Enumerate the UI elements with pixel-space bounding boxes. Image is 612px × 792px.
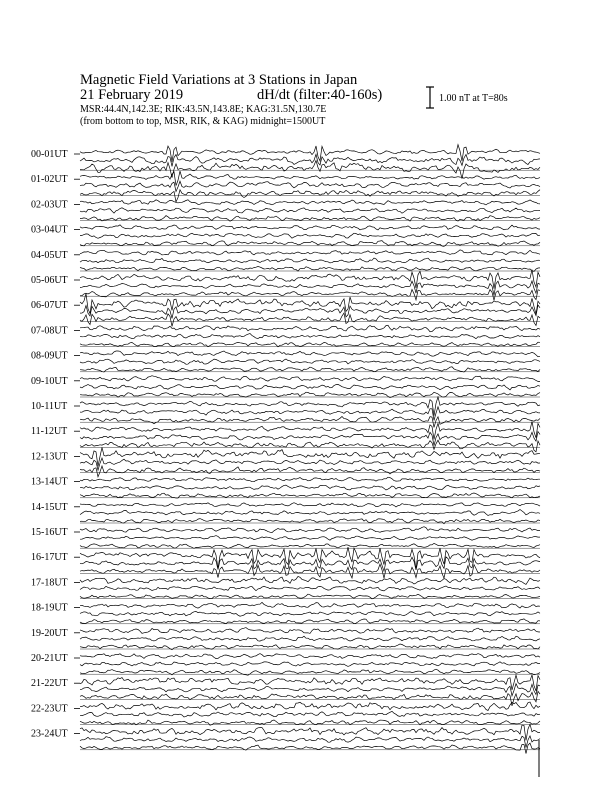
- trace-rik: [80, 154, 540, 166]
- trace-rik: [80, 485, 540, 490]
- row-label: 05-06UT: [31, 275, 68, 286]
- row-label: 04-05UT: [31, 249, 68, 261]
- trace-kag: [80, 145, 540, 162]
- row-label: 14-15UT: [31, 501, 68, 513]
- row-label: 15-16UT: [31, 527, 68, 538]
- row-label: 03-04UT: [31, 224, 68, 236]
- scale-label: 1.00 nT at T=80s: [439, 93, 508, 104]
- row-label: 10-11UT: [31, 401, 68, 412]
- row-label: 02-03UT: [31, 199, 68, 211]
- trace-rik: [80, 233, 540, 238]
- trace-kag: [80, 654, 540, 659]
- chart-date: 21 February 2019: [80, 87, 184, 103]
- trace-rik: [80, 305, 540, 318]
- chart-title: Magnetic Field Variations at 3 Stations in Japan: [80, 72, 358, 88]
- trace-rik: [80, 662, 540, 667]
- trace-kag: [80, 724, 540, 740]
- scale-bar: [426, 87, 434, 108]
- trace-rik: [80, 586, 540, 591]
- trace-rik: [80, 181, 540, 191]
- trace-msr: [80, 564, 540, 578]
- row-label: 12-13UT: [31, 451, 68, 463]
- trace-kag: [80, 351, 540, 357]
- trace-msr: [80, 267, 540, 272]
- trace-kag: [80, 675, 540, 691]
- trace-kag: [80, 602, 540, 608]
- row-label: 08-09UT: [31, 350, 68, 362]
- row-label: 21-22UT: [31, 678, 68, 690]
- trace-kag: [80, 376, 540, 382]
- trace-kag: [80, 294, 540, 314]
- row-label: 16-17UT: [31, 552, 68, 564]
- row-label: 22-23UT: [31, 703, 68, 715]
- row-label: 07-08UT: [31, 325, 68, 337]
- trace-msr: [80, 619, 540, 624]
- trace-kag: [80, 325, 540, 331]
- row-label: 11-12UT: [31, 426, 68, 438]
- trace-kag: [80, 503, 540, 507]
- trace-msr: [80, 290, 540, 301]
- trace-msr: [80, 190, 540, 202]
- trace-rik: [80, 557, 540, 571]
- trace-msr: [80, 543, 540, 548]
- row-label: 13-14UT: [31, 476, 68, 488]
- trace-msr: [80, 691, 540, 706]
- trace-msr: [80, 594, 540, 599]
- trace-rik: [80, 258, 540, 263]
- trace-kag: [80, 200, 540, 205]
- trace-rik: [80, 684, 540, 696]
- trace-rik: [80, 636, 540, 641]
- row-label: 20-21UT: [31, 653, 68, 664]
- row-label: 00-01UT: [31, 149, 68, 160]
- trace-kag: [80, 171, 540, 186]
- trace-rik: [80, 359, 540, 364]
- row-label: 01-02UT: [31, 174, 68, 186]
- trace-msr: [80, 313, 540, 326]
- trace-rik: [80, 612, 540, 617]
- chart-quantity: dH/dt (filter:40-160s): [257, 87, 383, 103]
- row-label: 19-20UT: [31, 627, 68, 639]
- trace-kag: [80, 576, 540, 584]
- row-label: 18-19UT: [31, 602, 68, 614]
- trace-rik: [80, 536, 540, 541]
- trace-msr: [80, 466, 540, 477]
- trace-msr: [80, 417, 540, 428]
- trace-msr: [80, 342, 540, 347]
- trace-kag: [80, 250, 540, 255]
- trace-msr: [80, 392, 540, 397]
- trace-msr: [80, 367, 540, 372]
- trace-msr: [80, 440, 540, 452]
- trace-msr: [80, 493, 540, 498]
- trace-kag: [80, 628, 540, 634]
- trace-msr: [80, 743, 540, 754]
- station-order-note: (from bottom to top, MSR, RIK, & KAG) midnight=1500UT: [80, 116, 326, 127]
- row-label: 06-07UT: [31, 300, 68, 312]
- trace-msr: [80, 216, 540, 222]
- trace-kag: [80, 225, 540, 230]
- station-coordinates: MSR:44.4N,142.3E; RIK:43.5N,143.8E; KAG:31.5N,130.7E: [80, 104, 327, 115]
- trace-msr: [80, 241, 540, 247]
- trace-rik: [80, 510, 540, 516]
- trace-kag: [80, 527, 540, 533]
- row-label: 17-18UT: [31, 577, 68, 589]
- trace-rik: [80, 208, 540, 213]
- trace-kag: [80, 547, 540, 569]
- trace-msr: [80, 161, 540, 179]
- trace-kag: [80, 477, 540, 482]
- trace-rik: [80, 711, 540, 717]
- trace-kag: [80, 702, 540, 711]
- row-label: 23-24UT: [31, 728, 68, 740]
- trace-rik: [80, 334, 540, 339]
- row-label: 09-10UT: [31, 375, 68, 387]
- trace-rik: [80, 384, 540, 390]
